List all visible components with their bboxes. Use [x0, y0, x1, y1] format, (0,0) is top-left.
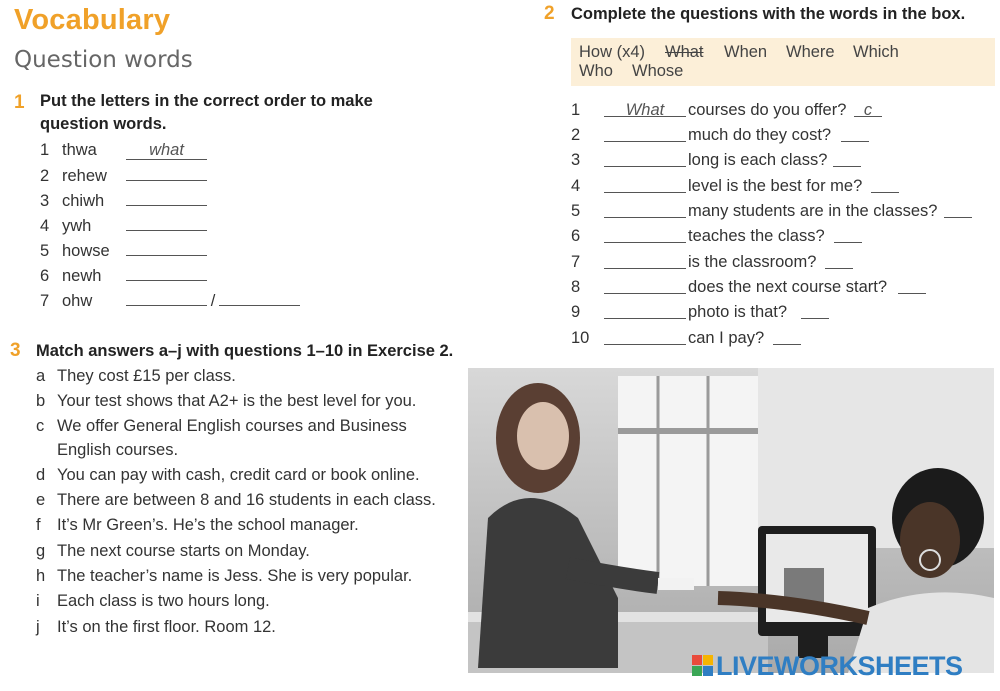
question-blank[interactable] — [604, 123, 686, 142]
match-blank[interactable] — [825, 250, 853, 269]
answer-text: You can pay with cash, credit card or book online. — [57, 466, 420, 484]
scrambled-word: thwa — [62, 141, 97, 159]
question-number: 9 — [571, 303, 581, 321]
question-text: does the next course start? — [688, 278, 888, 296]
list-item — [40, 188, 360, 213]
answer-letter: i — [36, 592, 40, 610]
question-blank[interactable] — [604, 275, 686, 294]
exercise-1-instruction-line2: question words. — [40, 115, 167, 133]
question-text: many students are in the classes? — [688, 202, 938, 220]
match-blank[interactable] — [833, 148, 861, 167]
question-row — [571, 148, 991, 173]
answer-blank-second[interactable] — [219, 288, 300, 306]
question-row — [571, 123, 991, 148]
list-item — [40, 263, 360, 288]
answer-blank[interactable] — [126, 238, 207, 256]
question-number: 8 — [571, 278, 581, 296]
answer-letter: c — [36, 417, 45, 435]
exercise-1-number: 1 — [14, 92, 25, 113]
answer-letter: b — [36, 392, 46, 410]
answer-letter: f — [36, 516, 41, 534]
question-number: 5 — [571, 202, 581, 220]
answer-blank[interactable] — [126, 188, 207, 206]
question-row — [571, 300, 991, 325]
page-title: Vocabulary — [14, 4, 171, 36]
box-word: How (x4) — [579, 43, 646, 61]
answer-text: Each class is two hours long. — [57, 592, 270, 610]
question-blank[interactable] — [604, 199, 686, 218]
answer-text: The teacher’s name is Jess. She is very popular. — [57, 567, 413, 585]
list-item — [40, 238, 360, 263]
answer-text: They cost £15 per class. — [57, 367, 236, 385]
exercise-3-list — [36, 364, 466, 654]
question-row — [571, 326, 991, 351]
question-text: level is the best for me? — [688, 177, 863, 195]
item-number: 1 — [40, 141, 50, 159]
question-row — [571, 199, 991, 224]
scrambled-word: ywh — [62, 217, 92, 235]
answer-letter: j — [36, 618, 40, 636]
question-row — [571, 250, 991, 275]
answer-blank[interactable] — [126, 263, 207, 281]
box-word: Which — [853, 43, 899, 61]
answer-blank[interactable] — [126, 288, 207, 306]
item-number: 3 — [40, 192, 50, 210]
question-text: photo is that? — [688, 303, 788, 321]
question-text: long is each class? — [688, 151, 828, 169]
question-blank[interactable] — [604, 250, 686, 269]
answer-text: We offer General English courses and Business English courses. — [57, 417, 407, 459]
question-blank[interactable] — [604, 300, 686, 319]
exercise-1-list — [40, 138, 360, 313]
scrambled-word: howse — [62, 242, 110, 260]
answer-letter: d — [36, 466, 46, 484]
question-row — [571, 275, 991, 300]
question-text: is the classroom? — [688, 253, 817, 271]
answer-text: It’s on the first floor. Room 12. — [57, 618, 276, 636]
exercise-3-instruction: Match answers a–j with questions 1–10 in Exercise 2. — [36, 342, 454, 360]
box-word: Who — [579, 62, 613, 80]
question-blank[interactable] — [604, 224, 686, 243]
match-blank[interactable] — [841, 123, 869, 142]
match-blank[interactable] — [834, 224, 862, 243]
question-blank[interactable] — [604, 326, 686, 345]
question-blank[interactable] — [604, 148, 686, 167]
word-box — [571, 38, 995, 86]
match-blank[interactable] — [898, 275, 926, 294]
answer-blank[interactable]: what — [126, 142, 207, 160]
item-number: 6 — [40, 267, 50, 285]
box-word: When — [724, 43, 768, 61]
answer-letter: h — [36, 567, 46, 585]
liveworksheets-watermark: LIVEWORKSHEETS — [716, 651, 963, 681]
exercise-2-number: 2 — [544, 3, 555, 24]
box-word-used: What — [665, 43, 704, 61]
question-number: 2 — [571, 126, 581, 144]
exercise-2-list — [571, 98, 991, 354]
list-item — [40, 138, 360, 163]
match-blank[interactable] — [944, 199, 972, 218]
match-blank[interactable] — [773, 326, 801, 345]
answer-text: There are between 8 and 16 students in each class. — [57, 491, 436, 509]
question-row — [571, 224, 991, 249]
separator: / — [210, 292, 216, 310]
question-number: 10 — [571, 329, 590, 347]
match-blank[interactable] — [871, 174, 899, 193]
item-number: 4 — [40, 217, 50, 235]
answer-text: Your test shows that A2+ is the best level for you. — [57, 392, 417, 410]
question-number: 1 — [571, 101, 581, 119]
answer-letter: a — [36, 367, 46, 385]
question-text: can I pay? — [688, 329, 765, 347]
reception-photo — [468, 368, 994, 673]
question-text: much do they cost? — [688, 126, 832, 144]
page-subtitle: Question words — [14, 47, 193, 73]
question-blank[interactable]: What — [604, 98, 686, 117]
answer-letter: g — [36, 542, 46, 560]
question-number: 6 — [571, 227, 581, 245]
reception-scene-image — [468, 368, 994, 673]
liveworksheets-logo-icon — [692, 655, 714, 682]
question-number: 7 — [571, 253, 581, 271]
question-number: 4 — [571, 177, 581, 195]
question-row — [571, 174, 991, 199]
match-blank[interactable] — [801, 300, 829, 319]
match-blank[interactable]: c — [854, 98, 882, 117]
question-text: courses do you offer? — [688, 101, 847, 119]
list-item — [40, 288, 360, 313]
exercise-2-instruction: Complete the questions with the words in the box. — [571, 5, 966, 23]
exercise-3-number: 3 — [10, 340, 21, 361]
question-row — [571, 98, 991, 123]
question-number: 3 — [571, 151, 581, 169]
answer-blank[interactable] — [126, 163, 207, 181]
list-item — [40, 163, 360, 188]
item-number: 5 — [40, 242, 50, 260]
item-number: 7 — [40, 292, 50, 310]
answer-letter: e — [36, 491, 46, 509]
exercise-1-instruction-line1: Put the letters in the correct order to make — [40, 92, 373, 110]
answer-blank[interactable] — [126, 213, 207, 231]
answer-text: The next course starts on Monday. — [57, 542, 310, 560]
item-number: 2 — [40, 167, 50, 185]
question-blank[interactable] — [604, 174, 686, 193]
list-item — [40, 213, 360, 238]
scrambled-word: ohw — [62, 292, 93, 310]
box-word: Where — [786, 43, 835, 61]
answer-text: It’s Mr Green’s. He’s the school manager. — [57, 516, 359, 534]
box-word: Whose — [632, 62, 684, 80]
exercise-1-instruction — [40, 90, 373, 136]
scrambled-word: newh — [62, 267, 102, 285]
question-text: teaches the class? — [688, 227, 825, 245]
scrambled-word: rehew — [62, 167, 107, 185]
scrambled-word: chiwh — [62, 192, 105, 210]
